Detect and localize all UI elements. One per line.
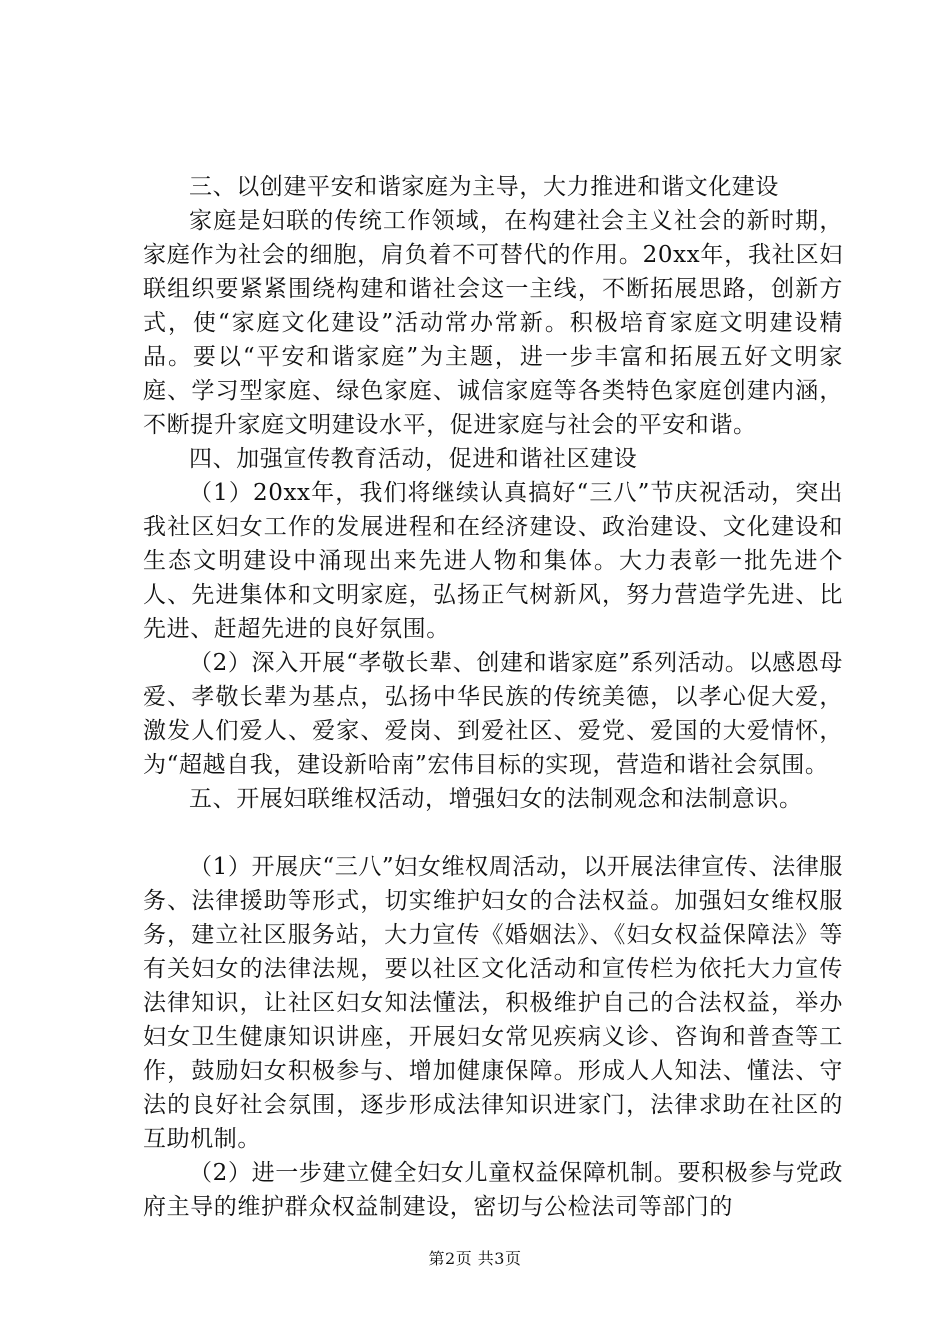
section-heading-3: 三、以创建平安和谐家庭为主导，大力推进和谐文化建设	[189, 174, 779, 200]
document-body	[143, 170, 843, 1224]
paragraph-filial-piety: （2）深入开展“孝敬长辈、创建和谐家庭”系列活动。以感恩母爱、孝敬长辈为基点，弘扬中华民族的传统美德，以孝心促大爱，激发人们爱人、爱家、爱岗、到爱社区、爱党、爱国的大爱情怀，为“超越自我，建设新哈南”宏伟目标的实现，营造和谐社会氛围。	[143, 650, 843, 778]
paragraph-gap	[143, 816, 843, 850]
paragraph-march-eighth: （1）20xx年，我们将继续认真搞好“三八”节庆祝活动，突出我社区妇女工作的发展进程和在经济建设、政治建设、文化建设和生态文明建设中涌现出来先进人物和集体。大力表彰一批先进个人、先进集体和文明家庭，弘扬正气树新风，努力营造学先进、比先进、赶超先进的良好氛围。	[143, 480, 843, 642]
paragraph-rights-mechanism: （2）进一步建立健全妇女儿童权益保障机制。要积极参与党政府主导的维护群众权益制建设，密切与公检法司等部门的	[143, 1160, 843, 1220]
section-heading-4: 四、加强宣传教育活动，促进和谐社区建设	[189, 446, 638, 472]
page-number-footer: 第2页 共3页	[428, 1249, 522, 1268]
section-heading-5: 五、开展妇联维权活动，增强妇女的法制观念和法制意识。	[189, 786, 803, 812]
paragraph-rights-week: （1）开展庆“三八”妇女维权周活动，以开展法律宣传、法律服务、法律援助等形式，切实维护妇女的合法权益。加强妇女维权服务，建立社区服务站，大力宣传《婚姻法》、《妇女权益保障法》等有关妇女的法律法规，要以社区文化活动和宣传栏为依托大力宣传法律知识，让社区妇女知法懂法，积极维护自己的合法权益，举办妇女卫生健康知识讲座，开展妇女常见疾病义诊、咨询和普查等工作，鼓励妇女积极参与、增加健康保障。形成人人知法、懂法、守法的良好社会氛围，逐步形成法律知识进家门，法律求助在社区的互助机制。	[143, 854, 843, 1152]
paragraph-family-culture: 家庭是妇联的传统工作领域，在构建社会主义社会的新时期，家庭作为社会的细胞，肩负着不可替代的作用。20xx年，我社区妇联组织要紧紧围绕构建和谐社会这一主线，不断拓展思路，创新方式，使“家庭文化建设”活动常办常新。积极培育家庭文明建设精品。要以“平安和谐家庭”为主题，进一步丰富和拓展五好文明家庭、学习型家庭、绿色家庭、诚信家庭等各类特色家庭创建内涵，不断提升家庭文明建设水平，促进家庭与社会的平安和谐。	[143, 208, 843, 438]
